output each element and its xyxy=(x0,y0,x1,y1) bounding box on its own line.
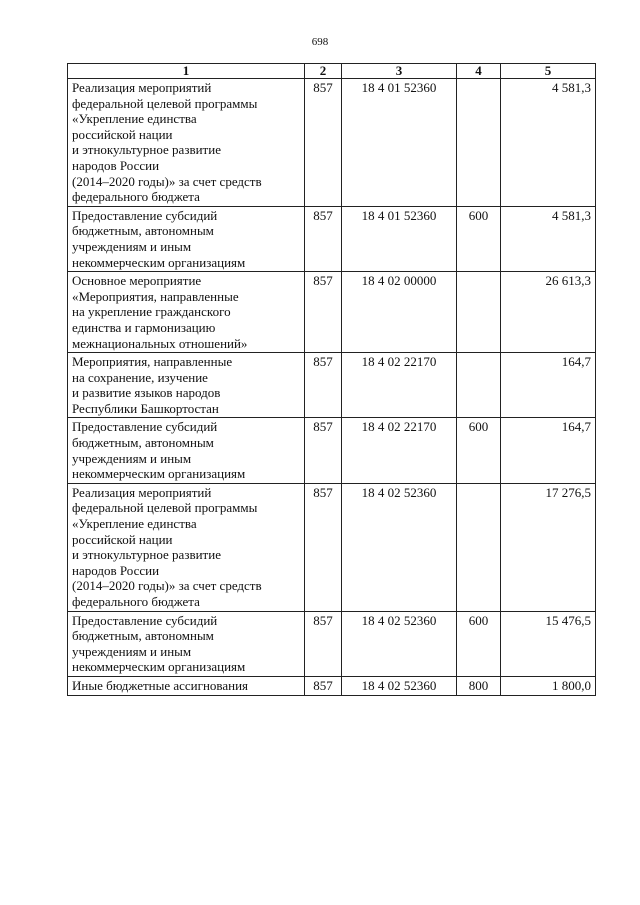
row-chapter-code: 857 xyxy=(305,272,342,353)
header-col-1: 1 xyxy=(68,64,305,79)
row-amount: 164,7 xyxy=(501,418,596,483)
header-col-4: 4 xyxy=(457,64,501,79)
row-expense-type: 800 xyxy=(457,676,501,695)
row-expense-type xyxy=(457,483,501,611)
row-amount: 17 276,5 xyxy=(501,483,596,611)
table-row xyxy=(68,676,596,695)
header-col-3: 3 xyxy=(342,64,457,79)
row-chapter-code: 857 xyxy=(305,79,342,207)
row-name: Предоставление субсидий бюджетным, автономным учреждениям и иным некоммерческим организациям xyxy=(68,418,305,483)
row-name: Иные бюджетные ассигнования xyxy=(68,676,305,695)
row-name: Реализация мероприятий федеральной целевой программы «Укрепление единства российской нации и этнокультурное развитие народов России (2014–2020 годы)» за счет средств федерального бюджета xyxy=(68,483,305,611)
row-expense-type xyxy=(457,79,501,207)
row-amount: 26 613,3 xyxy=(501,272,596,353)
row-target-code: 18 4 01 52360 xyxy=(342,206,457,271)
row-target-code: 18 4 02 22170 xyxy=(342,418,457,483)
row-target-code: 18 4 02 52360 xyxy=(342,611,457,676)
row-expense-type: 600 xyxy=(457,611,501,676)
row-target-code: 18 4 02 52360 xyxy=(342,676,457,695)
header-row xyxy=(68,64,596,79)
row-name: Предоставление субсидий бюджетным, автономным учреждениям и иным некоммерческим организациям xyxy=(68,206,305,271)
row-target-code: 18 4 02 00000 xyxy=(342,272,457,353)
header-col-5: 5 xyxy=(501,64,596,79)
table-row xyxy=(68,611,596,676)
row-name: Реализация мероприятий федеральной целевой программы «Укрепление единства российской нации и этнокультурное развитие народов России (2014–2020 годы)» за счет средств федерального бюджета xyxy=(68,79,305,207)
row-name: Предоставление субсидий бюджетным, автономным учреждениям и иным некоммерческим организациям xyxy=(68,611,305,676)
row-expense-type: 600 xyxy=(457,418,501,483)
row-amount: 1 800,0 xyxy=(501,676,596,695)
row-target-code: 18 4 02 52360 xyxy=(342,483,457,611)
row-name: Основное мероприятие «Мероприятия, направленные на укрепление гражданского единства и гармонизацию межнациональных отношений» xyxy=(68,272,305,353)
table-row xyxy=(68,272,596,353)
table-header xyxy=(68,64,596,79)
row-chapter-code: 857 xyxy=(305,418,342,483)
row-amount: 164,7 xyxy=(501,353,596,418)
row-chapter-code: 857 xyxy=(305,676,342,695)
header-col-2: 2 xyxy=(305,64,342,79)
row-chapter-code: 857 xyxy=(305,483,342,611)
table-row xyxy=(68,206,596,271)
row-target-code: 18 4 01 52360 xyxy=(342,79,457,207)
row-expense-type: 600 xyxy=(457,206,501,271)
row-chapter-code: 857 xyxy=(305,611,342,676)
table-row xyxy=(68,483,596,611)
row-expense-type xyxy=(457,353,501,418)
row-chapter-code: 857 xyxy=(305,353,342,418)
table-row xyxy=(68,353,596,418)
row-amount: 15 476,5 xyxy=(501,611,596,676)
row-amount: 4 581,3 xyxy=(501,206,596,271)
table-row xyxy=(68,79,596,207)
row-name: Мероприятия, направленные на сохранение, изучение и развитие языков народов Республики Башкортостан xyxy=(68,353,305,418)
budget-table xyxy=(67,63,596,696)
row-chapter-code: 857 xyxy=(305,206,342,271)
row-target-code: 18 4 02 22170 xyxy=(342,353,457,418)
row-amount: 4 581,3 xyxy=(501,79,596,207)
row-expense-type xyxy=(457,272,501,353)
table-row xyxy=(68,418,596,483)
table-body xyxy=(68,79,596,696)
page-number: 698 xyxy=(311,36,329,48)
